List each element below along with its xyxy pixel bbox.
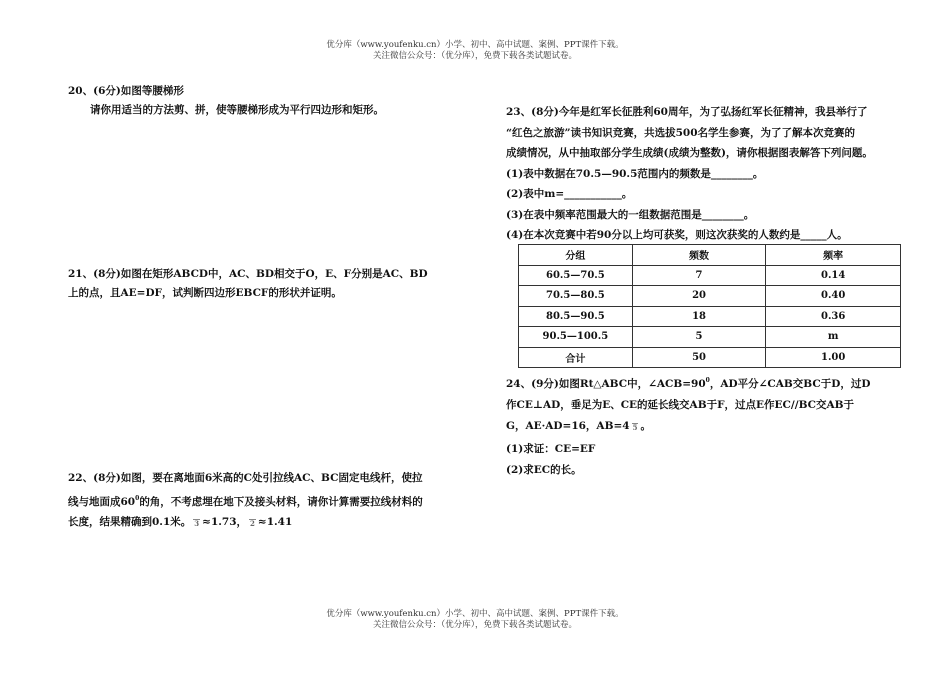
table-header-cell: 频数 [632, 245, 766, 266]
table-cell: 80.5—90.5 [519, 306, 633, 327]
question-21 [68, 265, 428, 303]
table-cell: 0.36 [766, 306, 901, 327]
header-line-1: 优分库（www.youfenku.cn）小学、初中、高中试题、案例、PPT课件下载。 [326, 40, 624, 50]
q24-line-3: G，AE·AD=16，AB=4 5 。 [506, 420, 651, 432]
q23-line-2: “红色之旅游”读书知识竞赛，共选拔500名学生参赛，为了了解本次竞赛的 [506, 126, 855, 139]
table-cell: 90.5—100.5 [519, 327, 633, 348]
table-cell: 50 [632, 347, 766, 368]
frequency-table [518, 244, 901, 368]
table-cell: 20 [632, 286, 766, 307]
question-24 [506, 370, 870, 481]
q21-line-1: 21、(8分)如图在矩形ABCD中，AC、BD相交于O，E、F分别是AC、BD [68, 268, 428, 280]
sqrt3-symbol: 3 [194, 519, 200, 528]
table-total-row [519, 347, 901, 368]
q22-line-3: 长度，结果精确到0.1米。 3 ≈1.73， 2 ≈1.41 [68, 516, 293, 528]
question-23 [506, 102, 873, 246]
q23-part-3: (3)在表中频率范围最大的一组数据范围是________。 [506, 208, 755, 221]
sqrt5-symbol: 5 [632, 423, 638, 432]
q24-line-2: 作CE⊥AD，垂足为E、CE的延长线交AB于F，过点E作EC//BC交AB于 [506, 399, 855, 411]
q22-line-2: 线与地面成$60^0$的角，不考虑埋在地下及接头材料，请你计算需要拉线材料的 [68, 494, 423, 508]
table-cell: 1.00 [766, 347, 901, 368]
q21-line-2: 上的点，且AE=DF，试判断四边形EBCF的形状并证明。 [68, 287, 342, 299]
table-header-cell: 频率 [766, 245, 901, 266]
q23-part-2: (2)表中m=___________。 [506, 188, 633, 200]
table-row [519, 265, 901, 286]
table-cell: 18 [632, 306, 766, 327]
sqrt2-symbol: 2 [250, 519, 255, 528]
table-header-row [519, 245, 901, 266]
header-line-2: 关注微信公众号：（优分库），免费下载各类试题试卷。 [372, 51, 577, 61]
question-20 [68, 82, 384, 120]
q23-part-4: (4)在本次竞赛中若90分以上均可获奖，则这次获奖的人数约是_____人。 [506, 229, 848, 241]
question-22 [68, 468, 423, 533]
q24-line-1: 24、(9分)如图Rt△ABC中，$\angle ACB=90^0$，AD平分∠CAB交BC于D，过D [506, 377, 871, 390]
footer-line-1: 优分库（www.youfenku.cn）小学、初中、高中试题、案例、PPT课件下载。 [326, 609, 624, 619]
q23-line-1: 23、(8分)今年是红军长征胜利60周年，为了弘扬红军长征精神，我县举行了 [506, 106, 868, 118]
table-cell: 5 [632, 327, 766, 348]
q22-line-1: 22、(8分)如图，要在离地面6米高的C处引拉线AC、BC固定电线杆，使拉 [68, 472, 423, 484]
table-header-cell: 分组 [519, 245, 633, 266]
table-cell: 70.5—80.5 [519, 286, 633, 307]
table-cell: 0.40 [766, 286, 901, 307]
q23-line-3: 成绩情况，从中抽取部分学生成绩(成绩为整数)，请你根据图表解答下列问题。 [506, 147, 873, 159]
footer-line-2: 关注微信公众号：（优分库），免费下载各类试题试卷。 [372, 620, 577, 630]
table-row [519, 306, 901, 327]
table-row [519, 327, 901, 348]
table-cell: 0.14 [766, 265, 901, 286]
page-header [0, 40, 950, 62]
table-cell: 合计 [519, 347, 633, 368]
q24-part-1: (1)求证：CE=EF [506, 443, 596, 455]
table-cell: 7 [632, 265, 766, 286]
table-row [519, 286, 901, 307]
table-cell: m [766, 327, 901, 348]
q23-part-1: (1)表中数据在70.5—90.5范围内的频数是________。 [506, 167, 764, 180]
q20-title: 20、(6分)如图等腰梯形 [68, 85, 184, 97]
q24-part-2: (2)求EC的长。 [506, 464, 582, 476]
q20-body: 请你用适当的方法剪、拼，使等腰梯形成为平行四边形和矩形。 [90, 104, 384, 116]
page-footer [0, 609, 950, 631]
table-cell: 60.5—70.5 [519, 265, 633, 286]
